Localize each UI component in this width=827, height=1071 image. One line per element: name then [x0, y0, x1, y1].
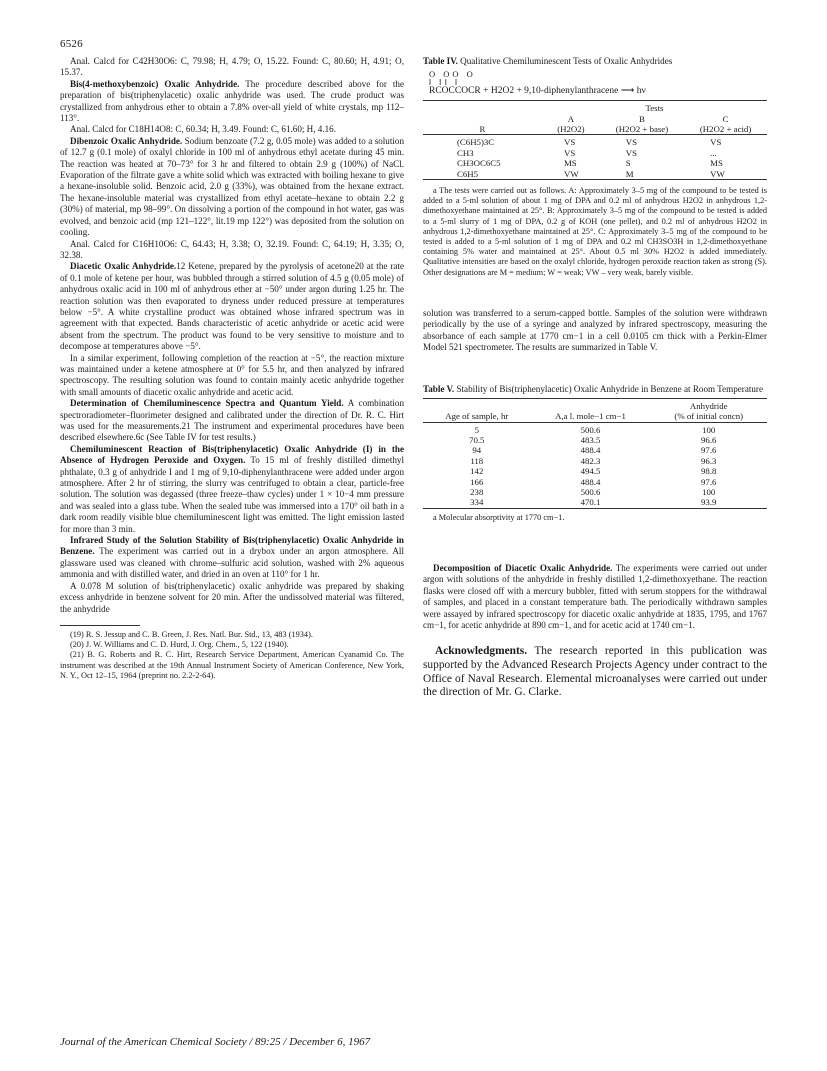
cell-r: CH3 [457, 147, 474, 158]
acknowledgments [423, 645, 767, 699]
table-row [423, 487, 767, 497]
col-c-sub: (H2O2 + acid) [699, 124, 752, 135]
table-row [423, 477, 767, 487]
footnote: (19) R. S. Jessup and C. B. Green, J. Res. Natl. Bur. Std., 13, 483 (1934). [70, 629, 313, 639]
reaction-equation [429, 69, 767, 96]
paragraph-text: The research reported in this publication was supported by the Advanced Research Projects Agency under contract to the Office of Naval Research. Elemental microanalyses were carried out under the direction of Mr. G. Clarke. [423, 645, 767, 699]
analysis-paragraph: Anal. Calcd for C42H30O6: C, 79.98; H, 4.79; O, 15.22. Found: C, 80.60; H, 4.91; O, 15.37. [60, 56, 404, 78]
section-paragraph [60, 535, 404, 581]
cell-c: VS [710, 137, 722, 148]
section-paragraph [423, 563, 767, 631]
paragraph-text: The experiments were carried out under argon with solutions of the anhydride in freshly distilled 1,2-dimethoxyethane. The reaction flasks were closed off with a mercury bubbler, fitted with serum stoppers for the withdrawal of samples, and placed in a constant temperature bath. The periodically withdrawn samples were assayed by infrared spectroscopy for diacetic oxalic anhydride at 1835, 1795, and 1767 cm−1, for acetic anhydride at 890 cm−1, and for acetic acid at 1740 cm−1. [423, 562, 767, 630]
table-label: Table V. [423, 383, 455, 394]
analysis-paragraph: Anal. Calcd for C16H10O6: C, 64.43; H, 3.38; O, 32.19. Found: C, 64.19; H, 3.35; O, 32.38. [60, 238, 404, 260]
run-in-heading: Acknowledgments. [435, 645, 528, 658]
table-v [423, 398, 767, 513]
percent-header: (% of initial concn) [674, 411, 744, 422]
cell-absorptivity: 482.3 [580, 455, 601, 466]
paragraph-text: To 15 ml of freshly distilled dimethyl phthalate, 0.3 g of anhydride I and 1 mg of 9,10-diphenylanthracene were added under argon atmosphere. After 2 hr of stirring, the slurry was centrifuged to obtain a clear, particle-free solution. The solution was degassed (three freeze–thaw cycles) under 1 × 10−4 mm pressure and was sealed into a glass tube. When the sealed tube was immersed into a 170° oil bath in a dark room readily visible blue chemiluminescent light was emitted. The light emission lasted for more than 3 min. [60, 455, 404, 534]
tests-header: Tests [645, 103, 664, 114]
section-paragraph [60, 444, 404, 535]
cell-a: VW [563, 168, 579, 179]
table-row [423, 158, 767, 168]
cell-age: 166 [470, 476, 484, 487]
equation-main: RCOCCOCR + H2O2 + 9,10-diphenylanthracene ⟶ hν [429, 86, 646, 97]
cell-b: VS [625, 147, 638, 158]
age-header: Age of sample, hr [445, 411, 509, 422]
cell-age: 238 [470, 486, 484, 497]
col-a-sub: (H2O2) [557, 124, 585, 135]
footnote-rule [60, 625, 140, 626]
table-row [423, 497, 767, 508]
cell-b: S [625, 158, 631, 169]
table-row [423, 425, 767, 435]
cell-age: 94 [472, 445, 482, 456]
run-in-heading: Bis(4-methoxybenzoic) Oxalic Anhydride. [70, 78, 240, 89]
table-v-caption [423, 384, 767, 395]
cell-age: 70.5 [469, 434, 485, 445]
table-iv-footnote: a The tests were carried out as follows. A: Approximately 3–5 mg of the compound to be tested is added to a 5-ml solution of about 1 mg of DPA and 0.2 ml of anhydrous H2O2 in anhydrous 1,2-dimethoxyethane maintained at 25°. B: Approximately 3–5 mg of the compound to be tested is added to a 5-ml slurry of 1 mg of DPA, 0.2 g of KOH (one pellet), and 0.2 ml of anhydrous H2O2 in anhydrous 1,2-dimethoxyethane maintained at 25°. C: Approximately 3–5 mg of the compound to be tested is added to a 5-ml solution of 1 mg of DPA and 0.2 ml CH3SO3H in 1,2-dimethoxyethane containing 5% water and maintained at 25°. About 0.5 ml 30% H2O2 is added immediately. Qualitative intensities are based on the oxalyl chloride, hydrogen peroxide reaction taken as strong (S). Other designations are M = medium; W = weak; VW – very weak, barely visible. [423, 186, 767, 277]
paragraph-text: Sodium benzoate (7.2 g, 0.05 mole) was added to a solution of 12.7 g (0.1 mole) of oxalyl chloride in 100 ml of anhydrous ethyl acetate during 45 min. The reaction was heated at 70–73° for 3 hr and filtered to obtain 2.9 g (100%) of NaCl. Evaporation of the filtrate gave a white solid which was extracted with boiling hexane to give a hexane-insoluble solid. Benzoic acid, 2.0 g (33%), was obtained from the hexane extract. The hexane-insoluble material was crystallized from ethyl acetate–hexane to obtain 2.2 g (30%) of material, mp 98–99°. On dissolving a portion of the compound in hot water, gas was evolved, and benzoic acid (mp 121–122°, lit.19 mp 122°) was deposited from the solution on cooling. [60, 135, 404, 238]
cell-a: VS [563, 137, 576, 148]
table-row [423, 456, 767, 466]
cell-percent: 93.9 [701, 497, 717, 508]
cell-age: 5 [474, 424, 479, 435]
cell-c: MS [710, 158, 723, 169]
cell-r: (C6H5)3C [457, 137, 495, 148]
journal-footer: Journal of the American Chemical Society / 89:25 / December 6, 1967 [60, 1036, 371, 1048]
table-iv [423, 100, 767, 186]
footnote: (21) B. G. Roberts and R. C. Hirt, Research Service Department, American Cyanamid Co. The instrument was described at the 19th Annual Instrument Society of American Conference, New York, N. Y., Oct 12–15, 1964 (preprint no. 2.2-2-64). [60, 650, 404, 680]
cell-b: M [625, 168, 634, 179]
cell-absorptivity: 483.5 [580, 434, 601, 445]
cell-percent: 100 [702, 424, 716, 435]
table-row [423, 435, 767, 445]
cell-percent: 100 [702, 486, 716, 497]
paragraph-text: 12 Ketene, prepared by the pyrolysis of acetone20 at the rate of 0.1 mole of ketene per hour, was bubbled through a stirred solution of 4.5 g (0.05 mole) of anhydrous oxalic acid in 100 ml of anhydrous ether at −50° under argon during 1.25 hr. The reaction solution was then evaporated to dryness under reduced pressure at temperatures below −5°. A white crystalline product was obtained whose infrared spectrum was in agreement with that expected. Bands characteristic of acetic anhydride or acetic acid were absent from the spectrum. The product was found to be very sensitive to moisture and to decompose at temperatures above −5°. [60, 261, 404, 352]
cell-absorptivity: 488.4 [580, 445, 601, 456]
table-label: Table IV. [423, 56, 458, 66]
table-row [423, 169, 767, 180]
table-row [423, 466, 767, 476]
col-r-header: R [479, 124, 486, 135]
col-c-header: C [722, 113, 729, 124]
cell-c: VW [710, 168, 725, 179]
table-caption-text: Stability of Bis(triphenylacetic) Oxalic Anhydride in Benzene at Room Temperature [454, 383, 763, 394]
run-in-heading: Infrared Study of the Solution Stability of Bis(triphenylacetic) Oxalic Anhydride in Benzene. [60, 535, 404, 557]
table-row [423, 148, 767, 158]
cell-percent: 96.6 [701, 434, 717, 445]
cell-percent: 96.3 [701, 455, 717, 466]
cell-absorptivity: 500.6 [580, 424, 601, 435]
section-paragraph [60, 79, 404, 125]
body-paragraph: A 0.078 M solution of bis(triphenylacetic) oxalic anhydride was prepared by shaking excess anhydride in benzene solvent for 20 min. After the undissolved material was filtered, the anhydride [60, 580, 404, 614]
table-row [423, 445, 767, 455]
cell-percent: 97.6 [701, 476, 717, 487]
cell-r: C6H5 [457, 168, 479, 179]
section-paragraph [60, 136, 404, 239]
cell-age: 334 [470, 497, 484, 508]
cell-a: MS [563, 158, 577, 169]
table-v-footnote: a Molecular absorptivity at 1770 cm−1. [433, 512, 565, 522]
anhydride-header: Anhydride [689, 400, 728, 411]
cell-b: VS [625, 137, 638, 148]
body-paragraph: solution was transferred to a serum-capped bottle. Samples of the solution were withdrawn periodically by the use of a syringe and analyzed by infrared spectroscopy, measuring the absorbance of each sample at 1770 cm−1 in a cell 0.0105 cm thick with a Perkin-Elmer Model 521 spectrometer. The results are summarized in Table V. [423, 307, 767, 353]
cell-absorptivity: 500.6 [580, 486, 601, 497]
cell-r: CH3OC6C5 [457, 158, 501, 169]
paragraph-text: A combination spectroradiometer–fluorimeter designed and calibrated under the direction of Dr. R. C. Hirt was used for the measurements.21 The instrument and experimental procedures have been described elsewhere.6c (See Table IV for test results.) [60, 398, 404, 443]
footnote: (20) J. W. Williams and C. D. Hurd, J. Org. Chem., 5, 122 (1940). [70, 640, 289, 650]
cell-percent: 98.8 [701, 466, 717, 477]
footnotes [60, 630, 404, 681]
run-in-heading: Chemiluminescent Reaction of Bis(triphenylacetic) Oxalic Anhydride (I) in the Absence of Hydrogen Peroxide and Oxygen. [60, 443, 404, 466]
run-in-heading: Determination of Chemiluminescence Spectra and Quantum Yield. [70, 398, 344, 409]
equation-oxygens: O OO O [429, 69, 476, 80]
cell-absorptivity: 470.1 [580, 497, 601, 508]
cell-age: 142 [470, 466, 484, 477]
col-b-sub: (H2O2 + base) [615, 124, 669, 135]
left-column [60, 56, 404, 681]
cell-percent: 97.6 [701, 445, 717, 456]
table-iv-caption [423, 56, 767, 67]
page-number: 6526 [60, 38, 83, 50]
body-paragraph: In a similar experiment, following completion of the reaction at −5°, the reaction mixture was maintained under a ketene atmosphere at 0° for 5.5 hr, and then analyzed by infrared spectroscopy. The resulting solution was found to contain mainly acetic anhydride together with small amounts of diacetic oxalic anhydride and acetic acid. [60, 352, 404, 397]
cell-a: VS [563, 147, 576, 158]
col-b-header: B [639, 113, 645, 124]
cell-absorptivity: 488.4 [580, 476, 601, 487]
col-a-header: A [567, 113, 575, 124]
run-in-heading: Decomposition of Diacetic Oxalic Anhydride. [433, 562, 613, 573]
table-row [423, 137, 767, 147]
paragraph-text: The procedure described above for the preparation of bis(triphenylacetic) oxalic anhydride was used. The crude product was crystallized from anhydrous ether to obtain a 7.8% over-all yield of white crystals, mp 112–113°. [60, 78, 404, 124]
cell-c: ... [710, 147, 717, 158]
run-in-heading: Dibenzoic Oxalic Anhydride. [70, 135, 183, 146]
run-in-heading: Diacetic Oxalic Anhydride. [70, 261, 177, 272]
cell-absorptivity: 494.5 [580, 466, 601, 477]
section-paragraph [60, 398, 404, 444]
right-column [423, 56, 767, 700]
table-caption-text: Qualitative Chemiluminescent Tests of Oxalic Anhydrides [457, 56, 673, 66]
section-paragraph [60, 261, 404, 352]
absorptivity-header: A,a l. mole−1 cm−1 [555, 411, 626, 422]
analysis-paragraph: Anal. Calcd for C18H14O8: C, 60.34; H, 3.49. Found: C, 61.60; H, 4.16. [70, 124, 336, 135]
paragraph-text: The experiment was carried out in a drybox under an argon atmosphere. All glassware used was cleaned with chrome–sulfuric acid solution, washed with 2% aqueous ammonia and with distilled water, and dried in an oven at 110° for 1 hr. [60, 546, 404, 580]
equation-double-bonds: ‖ ‖‖ ‖ [429, 78, 460, 88]
cell-age: 118 [470, 455, 484, 466]
